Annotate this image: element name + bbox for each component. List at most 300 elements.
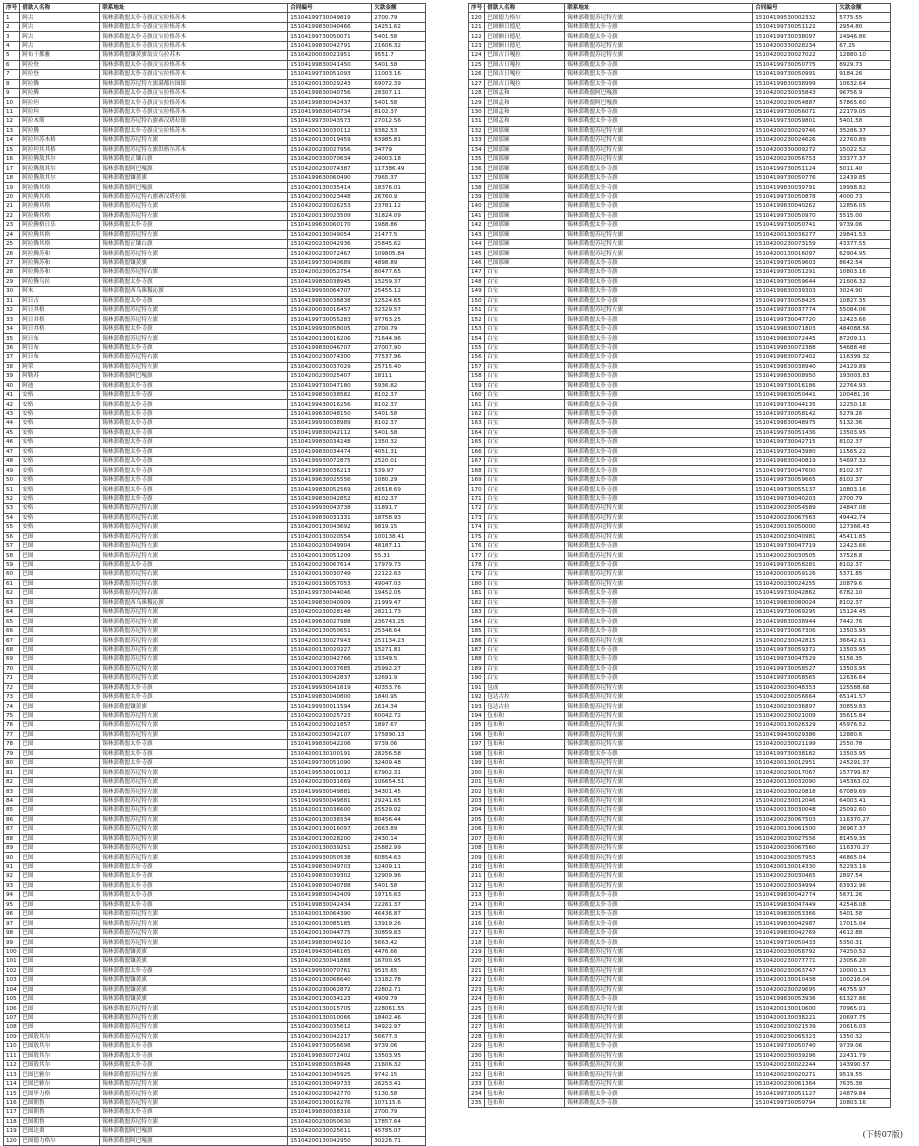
cell-borrower-name: 包布和 <box>485 1070 565 1079</box>
cell-contract-number: 15104200030059126 <box>753 570 837 579</box>
cell-contract-number: 15104199830036213 <box>288 466 372 475</box>
table-row <box>4 183 426 192</box>
cell-borrower-name: 巴图 <box>20 655 100 664</box>
table-row <box>469 249 891 258</box>
cell-address: 锡林郭勒盟太仆寺旗 <box>100 381 288 390</box>
cell-borrower-name: 巴图 <box>20 759 100 768</box>
table-row <box>4 1127 426 1136</box>
cell-address: 锡林郭勒盟苏尼特左旗 <box>565 1023 753 1032</box>
cell-contract-number: 15104199830036838 <box>288 296 372 305</box>
cell-address: 锡林郭勒盟苏尼特右旗赛汉塔拉镇 <box>100 192 288 201</box>
cell-address: 锡林郭勒盟太仆寺旗 <box>100 872 288 881</box>
cell-contract-number: 15104199830039303 <box>753 287 837 296</box>
cell-index: 124 <box>469 51 485 60</box>
cell-address: 锡林郭勒盟苏尼特左旗 <box>565 692 753 701</box>
cell-borrower-name: 包布和 <box>485 749 565 758</box>
cell-amount: 55084.06 <box>837 306 891 315</box>
header-borrower-name: 借款人名称 <box>485 4 565 13</box>
cell-address: 锡林郭勒盟苏尼特左旗 <box>100 1089 288 1098</box>
cell-borrower-name: 包布和 <box>485 768 565 777</box>
cell-index: 19 <box>4 183 20 192</box>
table-row <box>4 306 426 315</box>
cell-borrower-name: 白宝 <box>485 287 565 296</box>
cell-amount: 2954.80 <box>837 22 891 31</box>
cell-borrower-name: 包布和 <box>485 985 565 994</box>
cell-index: 11 <box>4 107 20 116</box>
cell-index: 208 <box>469 843 485 852</box>
table-row <box>4 400 426 409</box>
cell-index: 116 <box>4 1098 20 1107</box>
table-row <box>469 221 891 230</box>
cell-amount: 9819.15 <box>372 523 426 532</box>
cell-borrower-name: 巴图 <box>20 608 100 617</box>
cell-index: 39 <box>4 372 20 381</box>
cell-contract-number: 15104199830042409 <box>288 891 372 900</box>
cell-address: 锡林郭勒盟苏尼特左旗 <box>100 777 288 786</box>
cell-index: 38 <box>4 362 20 371</box>
table-row <box>469 560 891 569</box>
cell-index: 158 <box>469 372 485 381</box>
cell-contract-number: 15104200230021857 <box>288 721 372 730</box>
cell-address: 锡林郭勒盟太仆寺旗 <box>565 296 753 305</box>
table-row <box>469 843 891 852</box>
cell-contract-number: 15104199830053366 <box>753 910 837 919</box>
cell-amount: 97763.25 <box>372 315 426 324</box>
cell-contract-number: 15104200130044775 <box>288 928 372 937</box>
cell-contract-number: 15104199830038316 <box>288 1108 372 1117</box>
cell-borrower-name: 安格 <box>20 504 100 513</box>
cell-amount: 31824.09 <box>372 211 426 220</box>
cell-borrower-name: 包布和 <box>485 891 565 900</box>
cell-contract-number: 15104199730058142 <box>753 409 837 418</box>
cell-address: 锡林郭勒盟太仆寺旗 <box>100 428 288 437</box>
cell-contract-number: 15104200030021951 <box>288 51 372 60</box>
cell-borrower-name: 巴图那顺 <box>485 145 565 154</box>
cell-address: 锡林郭勒盟太仆寺旗 <box>100 324 288 333</box>
cell-amount: 193003.83 <box>837 372 891 381</box>
cell-amount: 22179.05 <box>837 107 891 116</box>
cell-address: 锡林郭勒盟太仆寺旗 <box>565 1042 753 1051</box>
header-contract-number: 合同编号 <box>753 4 837 13</box>
cell-address: 锡林郭勒盟苏尼特左旗 <box>565 570 753 579</box>
cell-contract-number: 15104200230023448 <box>288 192 372 201</box>
table-row <box>469 589 891 598</box>
cell-index: 138 <box>469 183 485 192</box>
cell-index: 37 <box>4 353 20 362</box>
cell-address: 锡林郭勒盟太仆寺旗 <box>565 438 753 447</box>
cell-index: 129 <box>469 98 485 107</box>
cell-index: 47 <box>4 447 20 456</box>
cell-borrower-name: 包布和 <box>485 787 565 796</box>
cell-amount: 60042.72 <box>372 711 426 720</box>
cell-index: 202 <box>469 787 485 796</box>
cell-address: 锡林郭勒盟阿巴嘎旗 <box>100 1136 288 1145</box>
cell-borrower-name: 巴图 <box>20 740 100 749</box>
cell-index: 42 <box>4 400 20 409</box>
cell-amount: 81459.35 <box>837 834 891 843</box>
cell-address: 锡林郭勒盟苏尼特左旗 <box>100 1032 288 1041</box>
cell-contract-number: 15104200330028234 <box>753 41 837 50</box>
cell-amount: 8102.37 <box>372 400 426 409</box>
table-row <box>469 315 891 324</box>
cell-address: 锡林郭勒盟太仆寺旗 <box>565 211 753 220</box>
cell-amount: 9515.65 <box>372 966 426 975</box>
cell-index: 191 <box>469 683 485 692</box>
cell-address: 锡林郭勒盟阿巴嘎旗 <box>565 98 753 107</box>
cell-amount: 13503.95 <box>837 664 891 673</box>
cell-borrower-name: 巴图 <box>20 721 100 730</box>
cell-address: 锡林郭勒盟苏尼特左旗 <box>565 947 753 956</box>
table-header-row <box>4 4 426 13</box>
cell-index: 82 <box>4 777 20 786</box>
cell-contract-number: 15104200130010438 <box>753 976 837 985</box>
cell-address: 锡林郭勒盟镶黄旗 <box>100 258 288 267</box>
cell-index: 167 <box>469 457 485 466</box>
cell-index: 195 <box>469 721 485 730</box>
cell-borrower-name: 巴图达赉 <box>20 1127 100 1136</box>
cell-address: 锡林郭勒盟苏尼特左旗 <box>565 834 753 843</box>
cell-index: 168 <box>469 466 485 475</box>
cell-amount: 43377.55 <box>837 239 891 248</box>
cell-amount: 116370.27 <box>837 843 891 852</box>
cell-borrower-name: 包成 <box>485 683 565 692</box>
cell-amount: 69072.39 <box>372 79 426 88</box>
cell-borrower-name: 巴图那顺 <box>485 126 565 135</box>
cell-address: 锡林郭勒盟苏尼特左旗 <box>565 740 753 749</box>
cell-borrower-name: 安格 <box>20 400 100 409</box>
cell-borrower-name: 阿日其格 <box>20 315 100 324</box>
cell-address: 锡林郭勒盟太仆寺旗 <box>565 258 753 267</box>
table-row <box>469 608 891 617</box>
cell-index: 34 <box>4 324 20 333</box>
cell-contract-number: 15104199730056698 <box>288 1042 372 1051</box>
cell-contract-number: 15104200130042950 <box>288 1136 372 1145</box>
cell-contract-number: 15104200030016457 <box>288 306 372 315</box>
cell-address: 锡林郭勒盟苏尼特左旗 <box>565 579 753 588</box>
table-row <box>469 438 891 447</box>
cell-address: 锡林郭勒盟苏尼特左旗 <box>565 145 753 154</box>
cell-address: 锡林郭勒盟苏尼特左旗 <box>565 551 753 560</box>
cell-borrower-name: 白宝 <box>485 400 565 409</box>
cell-borrower-name: 巴图 <box>20 900 100 909</box>
cell-index: 159 <box>469 381 485 390</box>
header-amount: 欠款金额 <box>372 4 426 13</box>
table-row <box>469 268 891 277</box>
cell-contract-number: 15104200230026253 <box>288 202 372 211</box>
table-row <box>4 759 426 768</box>
cell-address: 锡林郭勒盟太仆寺旗 <box>565 192 753 201</box>
cell-amount: 2614.34 <box>372 702 426 711</box>
cell-index: 111 <box>4 1051 20 1060</box>
cell-amount: 29841.53 <box>837 230 891 239</box>
cell-index: 162 <box>469 409 485 418</box>
table-row <box>469 287 891 296</box>
cell-amount: 18111 <box>372 372 426 381</box>
cell-amount: 37528.8 <box>837 551 891 560</box>
cell-borrower-name: 包布和 <box>485 1089 565 1098</box>
cell-index: 31 <box>4 296 20 305</box>
cell-contract-number: 15104200230052754 <box>288 268 372 277</box>
cell-borrower-name: 包布和 <box>485 1098 565 1107</box>
cell-borrower-name: 安格 <box>20 419 100 428</box>
table-row <box>4 825 426 834</box>
cell-contract-number: 15104199830048975 <box>753 419 837 428</box>
table-row <box>4 721 426 730</box>
cell-amount: 1988.86 <box>372 221 426 230</box>
cell-index: 4 <box>4 41 20 50</box>
cell-amount: 100216.04 <box>837 976 891 985</box>
cell-address: 锡林郭勒盟苏尼特左旗 <box>565 777 753 786</box>
cell-contract-number: 15104199730059794 <box>753 1098 837 1107</box>
cell-contract-number: 15104199830041450 <box>288 60 372 69</box>
cell-address: 锡林郭勒盟太仆寺旗 <box>565 900 753 909</box>
header-amount: 欠款金额 <box>837 4 891 13</box>
cell-borrower-name: 巴图额日德尼 <box>485 22 565 31</box>
table-row <box>469 98 891 107</box>
cell-borrower-name: 巴图 <box>20 891 100 900</box>
table-row <box>469 1032 891 1041</box>
cell-address: 锡林郭勒盟太仆寺旗 <box>100 409 288 418</box>
cell-address: 锡林郭勒盟太仆寺旗 <box>100 900 288 909</box>
cell-borrower-name: 巴图 <box>20 683 100 692</box>
cell-borrower-name: 安格 <box>20 523 100 532</box>
cell-contract-number: 15104199930043738 <box>288 504 372 513</box>
cell-address: 锡林郭勒盟苏尼特左旗 <box>100 645 288 654</box>
cell-contract-number: 15104200230028148 <box>288 608 372 617</box>
cell-address: 锡林郭勒盟太仆寺旗 <box>100 494 288 503</box>
cell-contract-number: 15104200230042936 <box>288 239 372 248</box>
cell-amount: 100138.41 <box>372 532 426 541</box>
cell-address: 锡林郭勒盟正镶白旗 <box>100 155 288 164</box>
cell-contract-number: 15104200230021539 <box>753 1023 837 1032</box>
cell-index: 164 <box>469 428 485 437</box>
cell-borrower-name: 巴图 <box>20 674 100 683</box>
table-row <box>4 541 426 550</box>
table-row <box>4 702 426 711</box>
cell-amount: 5515.00 <box>837 211 891 220</box>
cell-borrower-name: 白宝 <box>485 343 565 352</box>
cell-index: 99 <box>4 938 20 947</box>
cell-index: 136 <box>469 164 485 173</box>
cell-contract-number: 15104200130035414 <box>288 183 372 192</box>
cell-address: 锡林郭勒盟阿巴嘎旗 <box>100 1127 288 1136</box>
cell-borrower-name: 巴图 <box>20 664 100 673</box>
cell-amount: 7965.37 <box>372 173 426 182</box>
cell-borrower-name: 巴图 <box>20 768 100 777</box>
table-row <box>4 447 426 456</box>
cell-index: 217 <box>469 928 485 937</box>
cell-contract-number: 15104200230042770 <box>288 1089 372 1098</box>
table-row <box>4 381 426 390</box>
cell-amount: 17979.73 <box>372 560 426 569</box>
table-row <box>4 787 426 796</box>
cell-amount: 25455.12 <box>372 287 426 296</box>
cell-amount: 49047.03 <box>372 579 426 588</box>
cell-address: 锡林郭勒盟苏尼特左旗 <box>100 306 288 315</box>
cell-index: 88 <box>4 834 20 843</box>
cell-contract-number: 15104200230073159 <box>753 239 837 248</box>
table-row <box>4 1004 426 1013</box>
table-row <box>469 1013 891 1022</box>
cell-borrower-name: 阿古 <box>20 22 100 31</box>
cell-index: 24 <box>4 230 20 239</box>
table-row <box>4 853 426 862</box>
cell-amount: 24003.18 <box>372 155 426 164</box>
cell-index: 72 <box>4 683 20 692</box>
table-row <box>469 919 891 928</box>
cell-borrower-name: 包布和 <box>485 815 565 824</box>
cell-borrower-name: 巴图 <box>20 947 100 956</box>
cell-contract-number: 15104200230021009 <box>753 711 837 720</box>
table-row <box>4 334 426 343</box>
cell-index: 210 <box>469 862 485 871</box>
table-row <box>469 957 891 966</box>
cell-index: 193 <box>469 702 485 711</box>
cell-index: 231 <box>469 1061 485 1070</box>
cell-borrower-name: 白宝 <box>485 381 565 390</box>
cell-borrower-name: 阿古 <box>20 13 100 22</box>
table-row <box>4 239 426 248</box>
cell-contract-number: 15104200130030048 <box>753 806 837 815</box>
cell-borrower-name: 阿拉腾敖其尔 <box>20 164 100 173</box>
cell-index: 96 <box>4 910 20 919</box>
cell-borrower-name: 巴图德力格尔 <box>20 1136 100 1145</box>
cell-contract-number: 15104199730040689 <box>288 258 372 267</box>
cell-borrower-name: 白宝 <box>485 485 565 494</box>
table-row <box>469 664 891 673</box>
cell-amount: 8102.37 <box>837 438 891 447</box>
table-row <box>4 485 426 494</box>
table-row <box>4 353 426 362</box>
table-row <box>4 1051 426 1060</box>
cell-contract-number: 15104200230065323 <box>753 1032 837 1041</box>
cell-index: 204 <box>469 806 485 815</box>
cell-address: 锡林郭勒盟苏尼特左旗 <box>565 230 753 239</box>
cell-amount: 8102.37 <box>372 494 426 503</box>
table-row <box>469 390 891 399</box>
table-row <box>4 60 426 69</box>
cell-contract-number: 15104199730051093 <box>288 70 372 79</box>
cell-borrower-name: 巴图德力格尔 <box>485 13 565 22</box>
cell-address: 锡林郭勒盟苏尼特左旗 <box>565 636 753 645</box>
cell-address: 锡林郭勒盟阿巴嘎旗 <box>565 88 753 97</box>
cell-address: 锡林郭勒盟苏尼特左旗 <box>100 617 288 626</box>
cell-borrower-name: 白宝 <box>485 494 565 503</box>
cell-contract-number: 15104200230037029 <box>288 362 372 371</box>
cell-borrower-name: 包布和 <box>485 721 565 730</box>
cell-contract-number: 15104200230056753 <box>753 155 837 164</box>
cell-index: 165 <box>469 438 485 447</box>
cell-borrower-name: 巴图敖其尔 <box>20 1042 100 1051</box>
cell-index: 77 <box>4 730 20 739</box>
cell-index: 215 <box>469 910 485 919</box>
cell-contract-number: 15104200130016097 <box>753 249 837 258</box>
table-row <box>469 107 891 116</box>
cell-contract-number: 15104199730069295 <box>753 608 837 617</box>
cell-contract-number: 15104200230034994 <box>753 881 837 890</box>
cell-contract-number: 15104199830038948 <box>288 1061 372 1070</box>
cell-contract-number: 15104199730042715 <box>753 438 837 447</box>
cell-address: 锡林郭勒盟苏尼特左旗 <box>100 1079 288 1088</box>
cell-borrower-name: 包布和 <box>485 834 565 843</box>
cell-amount: 36967.37 <box>837 825 891 834</box>
table-row <box>469 22 891 31</box>
cell-address: 锡林郭勒盟苏尼特左旗 <box>565 1079 753 1088</box>
cell-borrower-name: 巴图那顺 <box>485 249 565 258</box>
cell-amount: 117386.49 <box>372 164 426 173</box>
cell-amount: 26518.69 <box>372 485 426 494</box>
cell-contract-number: 15104200230048353 <box>753 683 837 692</box>
cell-index: 203 <box>469 796 485 805</box>
cell-contract-number: 15104199730016186 <box>753 381 837 390</box>
cell-contract-number: 15104200130061500 <box>753 825 837 834</box>
table-row <box>469 70 891 79</box>
cell-address: 锡林郭勒盟苏尼特左旗 <box>100 202 288 211</box>
cell-contract-number: 15104199830040819 <box>753 457 837 466</box>
cell-index: 188 <box>469 655 485 664</box>
cell-borrower-name: 巴图 <box>20 796 100 805</box>
table-row <box>4 287 426 296</box>
cell-index: 125 <box>469 60 485 69</box>
cell-address: 锡林郭勒盟苏尼特左旗 <box>100 334 288 343</box>
cell-borrower-name: 巴图 <box>20 985 100 994</box>
table-row <box>4 494 426 503</box>
cell-contract-number: 15104199530002332 <box>753 13 837 22</box>
cell-index: 185 <box>469 626 485 635</box>
cell-address: 锡林郭勒盟苏尼特左旗 <box>100 711 288 720</box>
cell-contract-number: 15104199730050071 <box>288 32 372 41</box>
cell-contract-number: 15104199730051436 <box>753 428 837 437</box>
table-row <box>4 164 426 173</box>
cell-borrower-name: 包布和 <box>485 740 565 749</box>
cell-contract-number: 15104200230020818 <box>753 787 837 796</box>
cell-contract-number: 15104200330070634 <box>288 155 372 164</box>
cell-amount: 2520.01 <box>372 457 426 466</box>
cell-address: 锡林郭勒盟太仆寺旗 <box>565 428 753 437</box>
table-row <box>4 249 426 258</box>
cell-amount: 484088.56 <box>837 324 891 333</box>
cell-index: 201 <box>469 777 485 786</box>
cell-amount: 24129.89 <box>837 362 891 371</box>
cell-address: 锡林郭勒盟太仆寺旗 <box>565 749 753 758</box>
cell-index: 142 <box>469 221 485 230</box>
table-row <box>469 985 891 994</box>
cell-borrower-name: 巴图巴雅尔 <box>20 1079 100 1088</box>
cell-borrower-name: 巴图 <box>20 626 100 635</box>
table-row <box>469 88 891 97</box>
cell-index: 224 <box>469 994 485 1003</box>
cell-contract-number: 15104199730051291 <box>753 268 837 277</box>
cell-amount: 12880.6 <box>837 730 891 739</box>
cell-index: 187 <box>469 645 485 654</box>
cell-borrower-name: 巴图 <box>20 730 100 739</box>
cell-borrower-name: 包布和 <box>485 853 565 862</box>
cell-borrower-name: 巴图 <box>20 928 100 937</box>
table-row <box>469 400 891 409</box>
table-row <box>4 1061 426 1070</box>
table-row <box>469 409 891 418</box>
cell-contract-number: 15104199830040262 <box>753 202 837 211</box>
table-row <box>4 457 426 466</box>
cell-amount: 9739.06 <box>372 1042 426 1051</box>
cell-borrower-name: 阿拉腾其格 <box>20 230 100 239</box>
cell-contract-number: 15104199730047720 <box>753 315 837 324</box>
cell-address: 锡林郭勒盟苏尼特左旗 <box>565 872 753 881</box>
table-row <box>4 655 426 664</box>
table-row <box>469 787 891 796</box>
cell-contract-number: 15104200130026329 <box>753 721 837 730</box>
cell-contract-number: 15104199830040800 <box>288 692 372 701</box>
